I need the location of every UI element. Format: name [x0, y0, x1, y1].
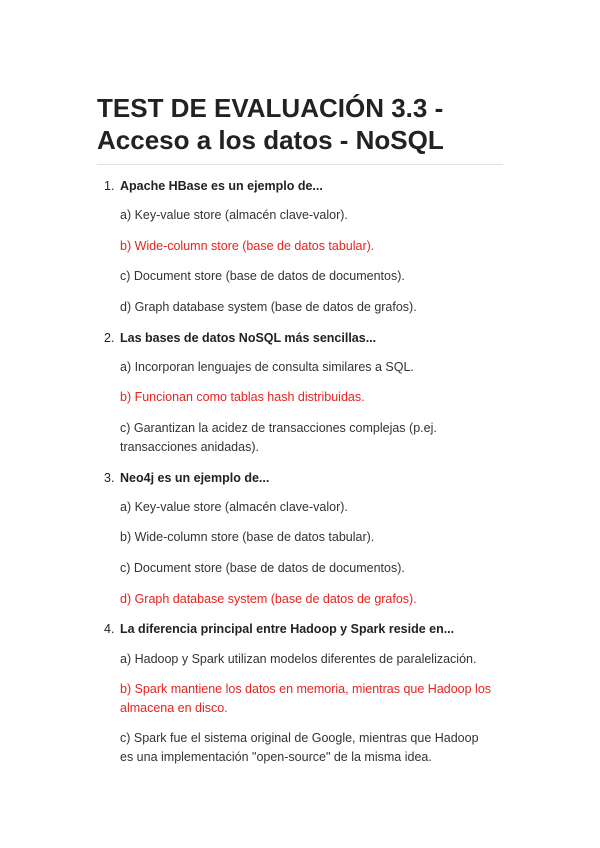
question-4-option-b: b) Spark mantiene los datos en memoria, mientras que Hadoop los almacena en disco.	[120, 682, 492, 715]
question-2-option-a: a) Incorporan lenguajes de consulta similares a SQL.	[120, 360, 414, 374]
question-text: Apache HBase es un ejemplo de...	[120, 179, 323, 193]
question-3-option-d: d) Graph database system (base de datos de grafos).	[120, 592, 417, 606]
document-title	[97, 92, 517, 156]
question-1-option-a: a) Key-value store (almacén clave-valor).	[120, 208, 348, 222]
title-divider	[97, 164, 503, 165]
question-2-option-b: b) Funcionan como tablas hash distribuidas.	[120, 390, 365, 404]
question-1-option-c: c) Document store (base de datos de documentos).	[120, 269, 405, 283]
question-3-option-b: b) Wide-column store (base de datos tabular).	[120, 530, 375, 544]
question-3-option-c: c) Document store (base de datos de documentos).	[120, 561, 405, 575]
question-text: La diferencia principal entre Hadoop y Spark reside en...	[120, 622, 455, 636]
question-number: 2.	[104, 331, 115, 345]
title-line-2: Acceso a los datos - NoSQL	[97, 125, 444, 155]
question-number: 1.	[104, 179, 115, 193]
question-3-option-a: a) Key-value store (almacén clave-valor).	[120, 500, 348, 514]
question-text: Las bases de datos NoSQL más sencillas...	[120, 331, 377, 345]
question-4-option-c: c) Spark fue el sistema original de Google, mientras que Hadoop es una implementación "open-source" de la misma idea.	[120, 731, 479, 764]
question-text: Neo4j es un ejemplo de...	[120, 471, 270, 485]
question-number: 4.	[104, 622, 115, 636]
question-1-option-b: b) Wide-column store (base de datos tabular).	[120, 239, 375, 253]
title-line-1: TEST DE EVALUACIÓN 3.3 -	[97, 93, 444, 123]
question-2-option-c: c) Garantizan la acidez de transacciones complejas (p.ej. transacciones anidadas).	[120, 421, 437, 454]
question-1-option-d: d) Graph database system (base de datos de grafos).	[120, 300, 417, 314]
question-4-option-a: a) Hadoop y Spark utilizan modelos diferentes de paralelización.	[120, 652, 477, 666]
question-number: 3.	[104, 471, 115, 485]
